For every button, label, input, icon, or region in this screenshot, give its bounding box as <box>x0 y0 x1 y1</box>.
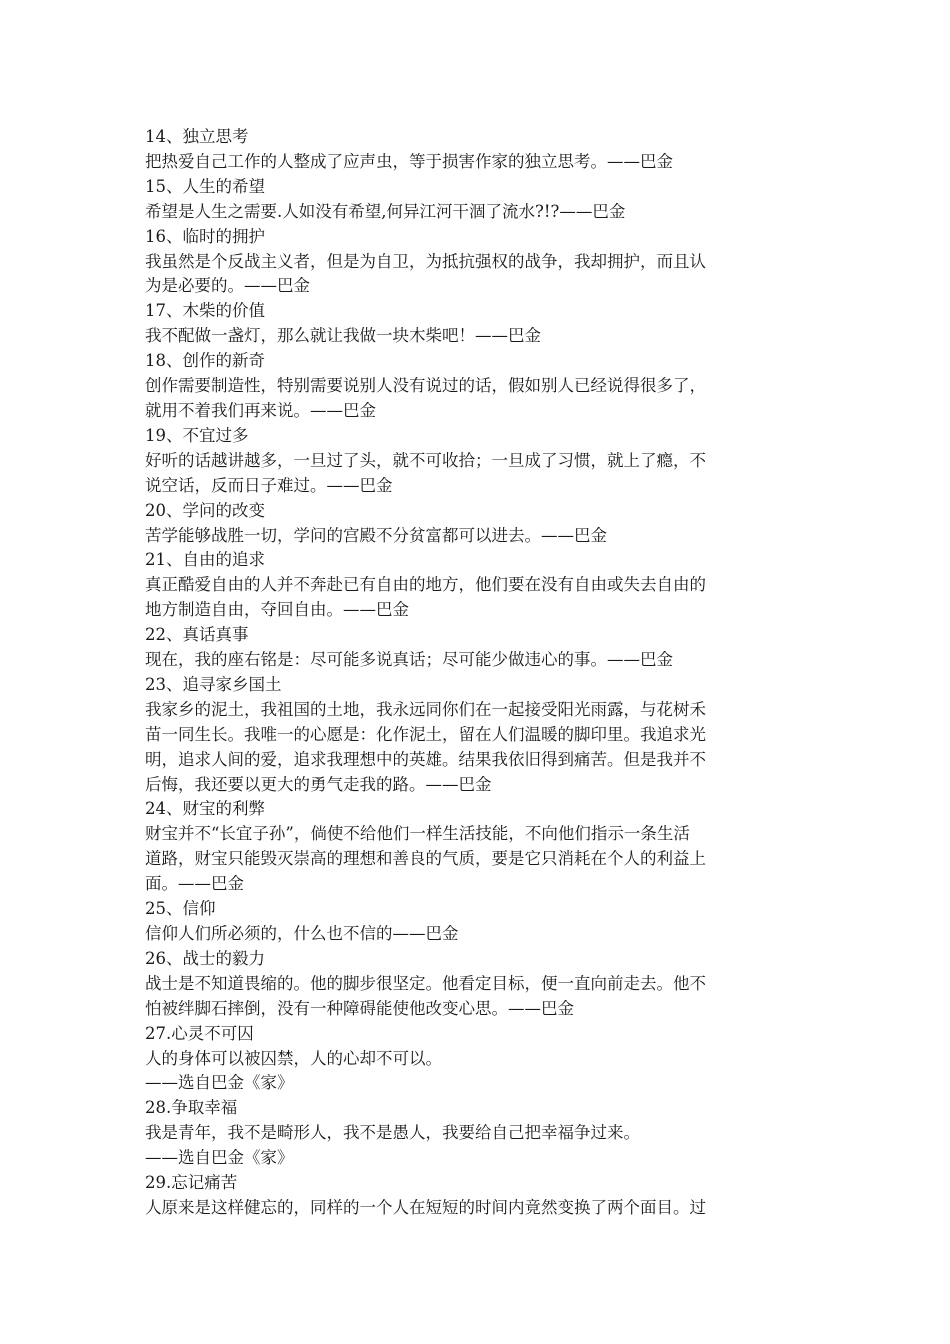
quote-text-line: 信仰人们所必须的，什么也不信的——巴金 <box>145 924 459 943</box>
quote-text-line: 人原来是这样健忘的，同样的一个人在短短的时间内竟然变换了两个面目。过 <box>145 1197 706 1217</box>
document-page <box>145 125 810 1221</box>
quote-entry <box>145 1096 810 1171</box>
quote-text-line: 人的身体可以被囚禁，人的心却不可以。 <box>145 1048 442 1068</box>
quote-text-line: 后悔，我还要以更大的勇气走我的路。——巴金 <box>145 774 492 794</box>
quote-entry <box>145 548 810 623</box>
quote-heading: 22、真话真事 <box>145 625 249 645</box>
quote-heading: 21、自由的追求 <box>145 550 265 570</box>
quote-text-line: 财宝并不“长宜子孙”，倘使不给他们一样生活技能，不向他们指示一条生活 <box>145 824 690 844</box>
quote-text-line: 真正酷爱自由的人并不奔赴已有自由的地方，他们要在没有自由或失去自由的 <box>145 575 706 595</box>
quote-heading: 18、创作的新奇 <box>145 351 265 371</box>
quote-entry <box>145 897 810 947</box>
quote-text-line: ——选自巴金《家》 <box>145 1148 294 1168</box>
quote-entry <box>145 225 810 300</box>
quote-text-line: 好听的话越讲越多，一旦过了头，就不可收拾；一旦成了习惯，就上了瘾，不 <box>145 450 706 470</box>
quote-entry <box>145 1171 810 1221</box>
quote-text-line: 希望是人生之需要.人如没有希望,何异江河干涸了流水?!?——巴金 <box>145 201 626 221</box>
quote-entry <box>145 499 810 549</box>
quote-entry <box>145 424 810 499</box>
quote-heading: 17、木柴的价值 <box>145 301 265 321</box>
quote-text-line: 我不配做一盏灯，那么就让我做一块木柴吧！——巴金 <box>145 326 541 346</box>
quote-text-line: 战士是不知道畏缩的。他的脚步很坚定。他看定目标，便一直向前走去。他不 <box>145 973 706 993</box>
quote-text-line: 现在，我的座右铭是：尽可能多说真话；尽可能少做违心的事。——巴金 <box>145 650 673 670</box>
quote-text-line: 苗一同生长。我唯一的心愿是：化作泥土，留在人们温暖的脚印里。我追求光 <box>145 724 706 744</box>
quote-heading: 19、不宜过多 <box>145 425 249 445</box>
quote-entry <box>145 125 810 175</box>
quote-text-line: 地方制造自由，夺回自由。——巴金 <box>145 600 409 620</box>
quote-text-line: 就用不着我们再来说。——巴金 <box>145 400 376 420</box>
quote-text-line: 为是必要的。——巴金 <box>145 276 310 296</box>
quote-heading: 28.争取幸福 <box>145 1098 238 1118</box>
quote-heading: 23、追寻家乡国土 <box>145 674 282 694</box>
quote-entry <box>145 299 810 349</box>
quote-text-line: 道路，财宝只能毁灭崇高的理想和善良的气质，要是它只消耗在个人的利益上 <box>145 849 706 869</box>
quote-text-line: 把热爱自己工作的人整成了应声虫，等于损害作家的独立思考。——巴金 <box>145 151 673 171</box>
quote-text-line: 怕被绊脚石摔倒，没有一种障碍能使他改变心思。——巴金 <box>145 998 574 1018</box>
quote-text-line: 我家乡的泥土，我祖国的土地，我永远同你们在一起接受阳光雨露，与花树禾 <box>145 699 706 719</box>
quote-heading: 25、信仰 <box>145 899 216 919</box>
quote-text-line: 我是青年，我不是畸形人，我不是愚人，我要给自己把幸福争过来。 <box>145 1123 640 1143</box>
quote-text-line: 我虽然是个反战主义者，但是为自卫，为抵抗强权的战争，我却拥护，而且认 <box>145 251 706 271</box>
quote-heading: 16、临时的拥护 <box>145 226 265 246</box>
quote-text-line: ——选自巴金《家》 <box>145 1073 294 1093</box>
quote-heading: 20、学问的改变 <box>145 500 265 520</box>
quote-heading: 26、战士的毅力 <box>145 948 265 968</box>
quote-text-line: 明，追求人间的爱，追求我理想中的英雄。结果我依旧得到痛苦。但是我并不 <box>145 749 706 769</box>
quote-heading: 15、人生的希望 <box>145 176 265 196</box>
quote-entry <box>145 947 810 1022</box>
quote-heading: 27.心灵不可囚 <box>145 1023 254 1043</box>
quote-entry <box>145 175 810 225</box>
quote-text-line: 面。——巴金 <box>145 874 244 894</box>
quote-entry <box>145 1022 810 1097</box>
quote-entry <box>145 623 810 673</box>
quote-heading: 24、财宝的利弊 <box>145 799 265 819</box>
quote-text-line: 苦学能够战胜一切，学问的宫殿不分贫富都可以进去。——巴金 <box>145 525 607 545</box>
quote-text-line: 说空话，反而日子难过。——巴金 <box>145 475 393 495</box>
quote-text-line: 创作需要制造性，特别需要说别人没有说过的话，假如别人已经说得很多了， <box>145 376 706 396</box>
quote-entry <box>145 797 810 897</box>
quote-entry <box>145 673 810 798</box>
quote-entry <box>145 349 810 424</box>
quote-heading: 14、独立思考 <box>145 127 249 146</box>
quote-heading: 29.忘记痛苦 <box>145 1173 238 1193</box>
